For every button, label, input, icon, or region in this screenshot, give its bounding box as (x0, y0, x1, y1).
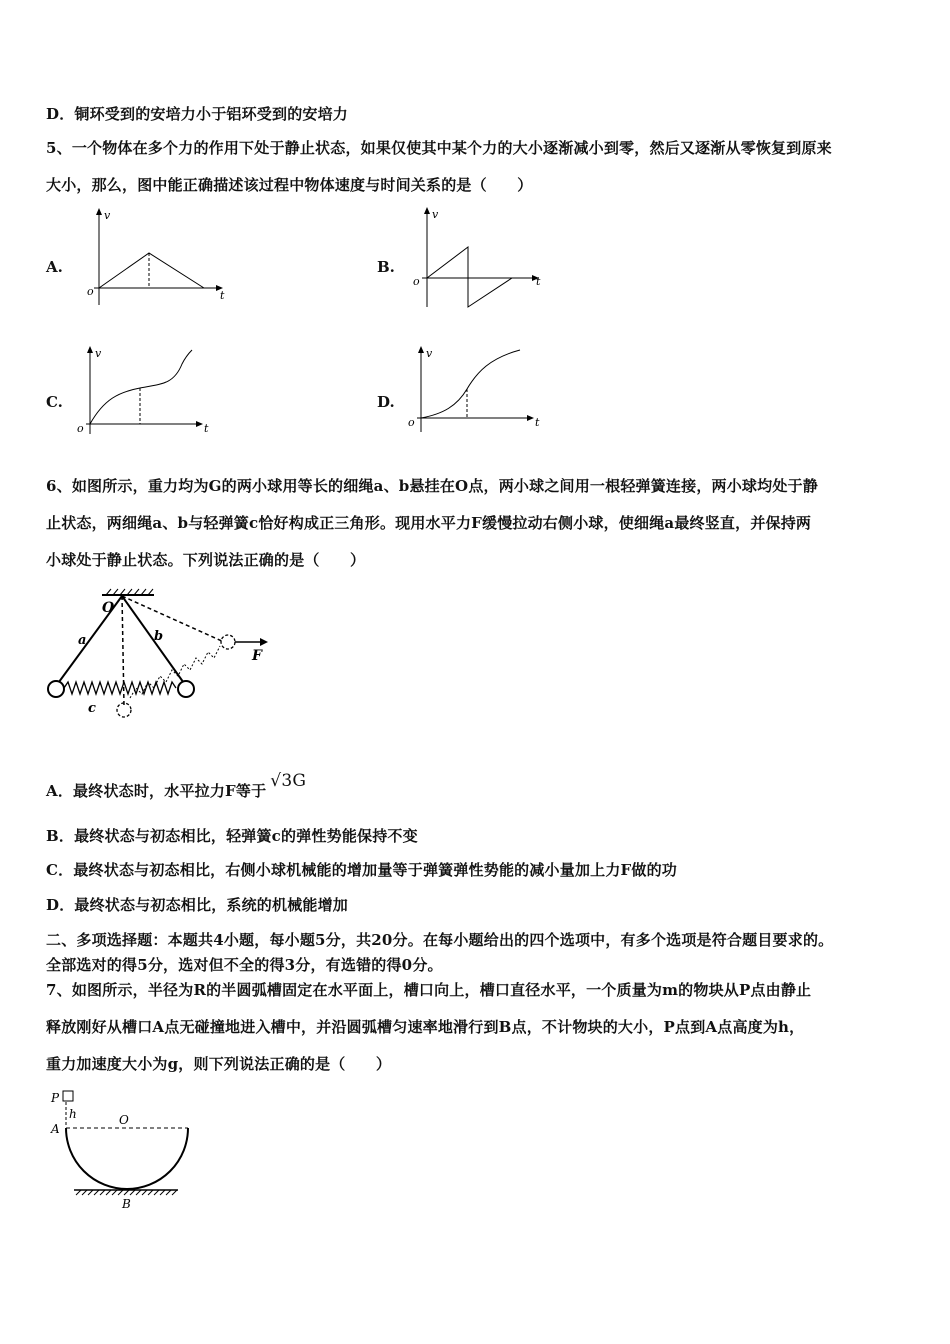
q5-text-line2: 大小，那么，图中能正确描述该过程中物体速度与时间关系的是（ ） (46, 176, 533, 194)
label-F: F (252, 648, 262, 664)
label-O: O (119, 1113, 129, 1127)
q6-text-line2: 止状态，两细绳a、b与轻弹簧c恰好构成正三角形。现用水平力F缓慢拉动右侧小球，使细绳a最终竖直，并保持两 (46, 514, 812, 532)
q5-text-line1: 5、一个物体在多个力的作用下处于静止状态，如果仅使其中某个力的大小逐渐减小到零，然后又逐渐从零恢复到原来 (46, 139, 832, 157)
q5-option-a-label: A. (46, 258, 63, 276)
label-a: a (78, 633, 87, 648)
axis-t-label: t (536, 275, 541, 288)
graph-b (410, 205, 560, 310)
graph-d (405, 344, 555, 439)
label-O: O (102, 600, 115, 616)
section2-text-line1: 二、多项选择题：本题共4小题，每小题5分，共20分。在每小题给出的四个选项中，有多个选项是符合题目要求的。 (46, 931, 834, 949)
origin-label: o (408, 416, 415, 429)
label-h: h (69, 1107, 77, 1121)
section2-text-line2: 全部选对的得5分，选对但不全的得3分，有选错的得0分。 (46, 956, 443, 974)
graph-c (74, 344, 224, 439)
q7-text-line3: 重力加速度大小为g，则下列说法正确的是（ ） (46, 1055, 392, 1073)
axis-v-label: v (104, 209, 111, 222)
axis-t-label: t (220, 289, 225, 302)
label-b: b (154, 629, 164, 644)
q7-text-line2: 释放刚好从槽口A点无碰撞地进入槽中，并沿圆弧槽匀速率地滑行到B点，不计物块的大小，P点到A点高度为h， (46, 1018, 805, 1036)
q6-option-a-text: A．最终状态时，水平拉力F等于 (46, 782, 267, 800)
axis-v-label: v (95, 347, 102, 360)
axis-v-label: v (432, 208, 439, 221)
axis-t-label: t (535, 416, 540, 429)
label-P: P (51, 1091, 60, 1105)
q5-option-b-label: B. (377, 258, 395, 276)
origin-label: o (87, 285, 94, 298)
axis-v-label: v (426, 347, 433, 360)
graph-a (82, 205, 232, 310)
q6-text-line3: 小球处于静止状态。下列说法正确的是（ ） (46, 551, 366, 569)
q6-option-a (46, 771, 307, 801)
axis-t-label: t (204, 422, 209, 435)
q5-option-c-label: C. (46, 393, 63, 411)
label-c: c (88, 701, 96, 716)
q5-option-d-label: D. (377, 393, 395, 411)
origin-label: o (77, 422, 84, 435)
label-A: A (51, 1122, 60, 1136)
q6-figure (44, 588, 284, 723)
q7-text-line1: 7、如图所示，半径为R的半圆弧槽固定在水平面上，槽口向上，槽口直径水平，一个质量为m的物块从P点由静止 (46, 981, 812, 999)
q7-figure (46, 1088, 206, 1213)
q6-text-line1: 6、如图所示，重力均为G的两小球用等长的细绳a、b悬挂在O点，两小球之间用一根轻弹簧连接，两小球均处于静 (46, 477, 818, 495)
sqrt-3G-formula: √3G (270, 771, 307, 791)
origin-label: o (413, 275, 420, 288)
q6-option-b: B．最终状态与初态相比，轻弹簧c的弹性势能保持不变 (46, 827, 418, 845)
q6-option-d: D．最终状态与初态相比，系统的机械能增加 (46, 896, 349, 914)
label-B: B (122, 1197, 131, 1211)
q6-option-c: C．最终状态与初态相比，右侧小球机械能的增加量等于弹簧弹性势能的减小量加上力F做的功 (46, 861, 677, 879)
q4-option-d: D．铜环受到的安培力小于铝环受到的安培力 (46, 105, 349, 123)
